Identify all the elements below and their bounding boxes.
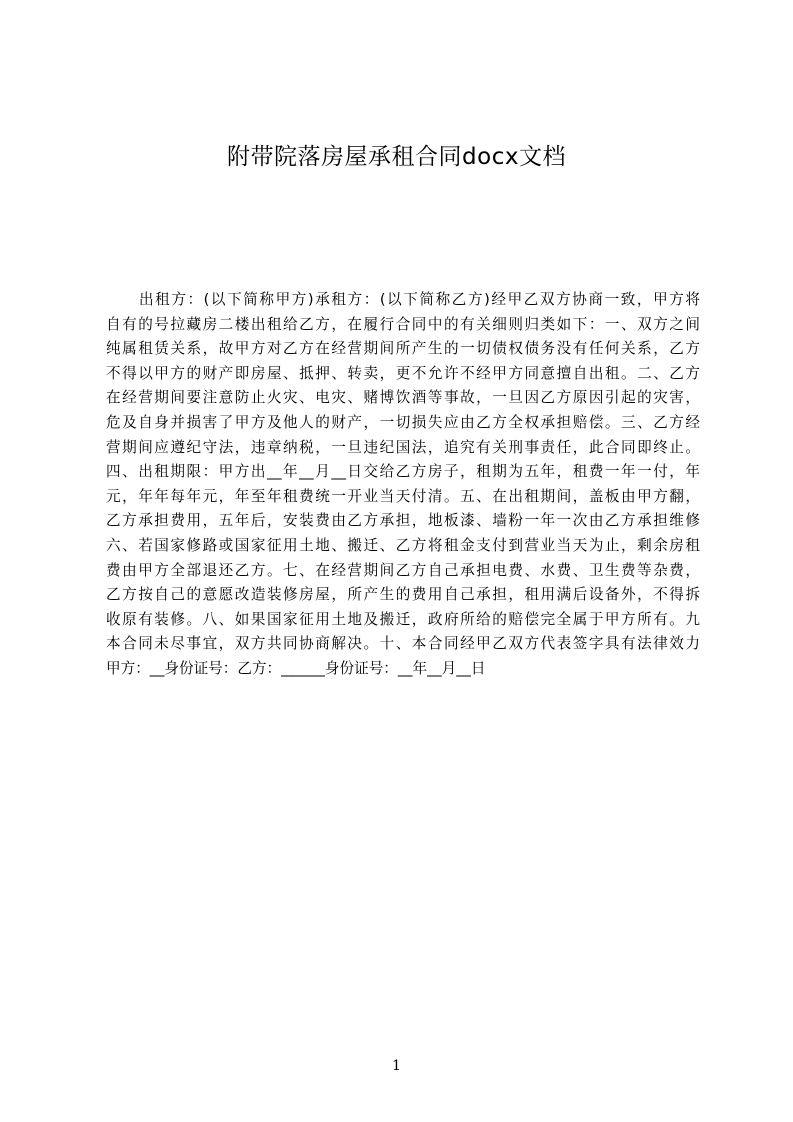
page-number: 1	[392, 1058, 401, 1074]
body-line-11: 六、若国家修路或国家征用土地、搬迁、乙方将租金支付到营业当天为止，剩余房租	[106, 536, 700, 554]
contract-body	[106, 288, 700, 682]
body-line-15: 本合同未尽事宜，双方共同协商解决。十、本合同经甲乙双方代表签字具有法律效力	[106, 635, 700, 653]
body-line-4: 不得以甲方的财产即房屋、抵押、转卖，更不允许不经甲方同意擅自出租。二、乙方	[106, 364, 700, 382]
body-line-5: 在经营期间要注意防止火灾、电灾、赌博饮酒等事故，一旦因乙方原因引起的灾害，	[106, 389, 700, 407]
signature-line: 甲方：__身份证号：乙方：______身份证号：__年__月__日	[106, 659, 486, 677]
body-line-1: 出租方：(以下简称甲方)承租方：(以下简称乙方)经甲乙双方协商一致，甲方将	[139, 291, 700, 308]
body-line-6: 危及自身并损害了甲方及他人的财产，一切损失应由乙方全权承担赔偿。三、乙方经	[106, 413, 700, 431]
body-line-10: 乙方承担费用，五年后，安装费由乙方承担，地板漆、墙粉一年一次由乙方承担维修	[106, 512, 700, 530]
document-title: 附带院落房屋承租合同docx文档	[227, 144, 566, 170]
body-line-9: 元，年年每年元，年至年租费统一开业当天付清。五、在出租期间，盖板由甲方翻，	[106, 487, 700, 505]
body-line-14: 收原有装修。八、如果国家征用土地及搬迁，政府所给的赔偿完全属于甲方所有。九	[106, 610, 700, 628]
body-line-12: 费由甲方全部退还乙方。七、在经营期间乙方自己承担电费、水费、卫生费等杂费，	[106, 561, 700, 579]
body-line-13: 乙方按自己的意愿改造装修房屋，所产生的费用自己承担，租用满后设备外，不得拆	[106, 586, 700, 604]
body-line-7: 营期间应遵纪守法，违章纳税，一旦违纪国法，追究有关刑事责任，此合同即终止。	[106, 438, 700, 456]
body-line-3: 纯属租赁关系，故甲方对乙方在经营期间所产生的一切债权债务没有任何关系，乙方	[106, 340, 700, 358]
body-line-2: 自有的号拉藏房二楼出租给乙方，在履行合同中的有关细则归类如下：一、双方之间	[106, 315, 700, 333]
body-line-8: 四、出租期限：甲方出__年__月__日交给乙方房子，租期为五年，租费一年一付，年	[106, 463, 700, 481]
